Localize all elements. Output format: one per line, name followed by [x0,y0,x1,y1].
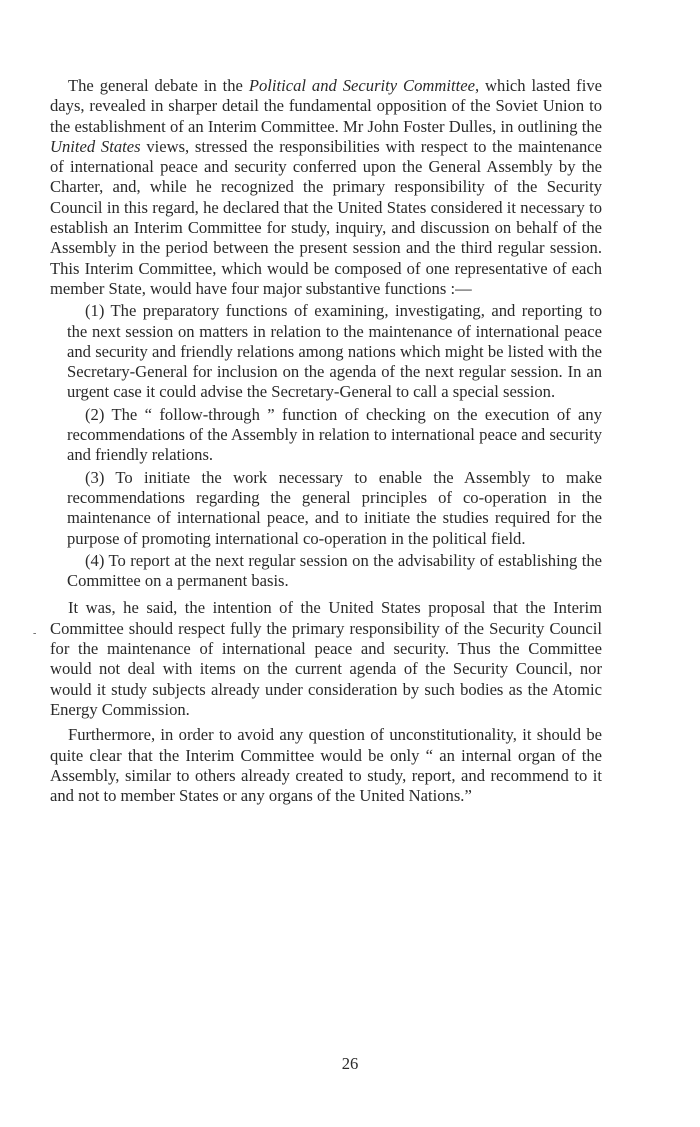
paragraph-1-text: , which lasted five days, revealed in sharper detail the fundamental opposition of the Soviet Union to the establishment of an Interim Committee. Mr John Foster Dulles, in outlining the [50,76,602,136]
function-item-2: (2) The “ follow-through ” function of checking on the execution of any recommendations of the Assembly in relation to international peace and security and friendly relations. [67,404,602,465]
margin-mark: - [33,628,37,639]
paragraph-unconstitutionality: Furthermore, in order to avoid any question of unconstitutionality, it should be quite clear that the Interim Committee would be only “ an internal organ of the Assembly, similar to others already created to study, report, and recommend to it and not to member States or any organs of the United Nations.” [50,725,602,806]
function-item-4: (4) To report at the next regular session on the advisability of establishing the Committee on a permanent basis. [67,550,602,591]
function-item-1: (1) The preparatory functions of examining, investigating, and reporting to the next session on matters in relation to the maintenance of international peace and security and friendly relations among nations which might be listed with the Secretary-General for inclusion on the agenda of the next regular session. In an urgent case it could advise the Secretary-General to call a special session. [67,301,602,402]
committee-name: Political and Security Committee [248,76,475,95]
paragraph-general-debate [50,76,602,299]
paragraph-1-text: The general debate in the [68,76,249,95]
page-number: 26 [341,1054,359,1073]
united-states-term: United States [50,136,141,156]
function-item-3: (3) To initiate the work necessary to enable the Assembly to make recommendations regarding the general principles of co-operation in the maintenance of international peace, and to initiate the studies required for the purpose of promoting international co-operation in the political field. [67,467,602,548]
paragraph-us-proposal: It was, he said, the intention of the United States proposal that the Interim Committee should respect fully the primary responsibility of the Security Council for the maintenance of international peace and security. Thus the Committee would not deal with items on the current agenda of the Security Council, nor would it study subjects already under consideration by such bodies as the Atomic Energy Commission. [50,598,602,719]
paragraph-1-text: views, stressed the responsibilities with respect to the maintenance of international peace and security conferred upon the General Assembly by the Charter, and, while he recognized the primary responsibility of the Security Council in this regard, he declared that the United States considered it necessary to establish an Interim Committee for study, inquiry, and discussion on behalf of the Assembly in the period between the present session and the third regular session. This Interim Committee, which would be composed of one representative of each member State, would have four major substantive functions :— [50,136,602,298]
document-page [50,76,602,806]
